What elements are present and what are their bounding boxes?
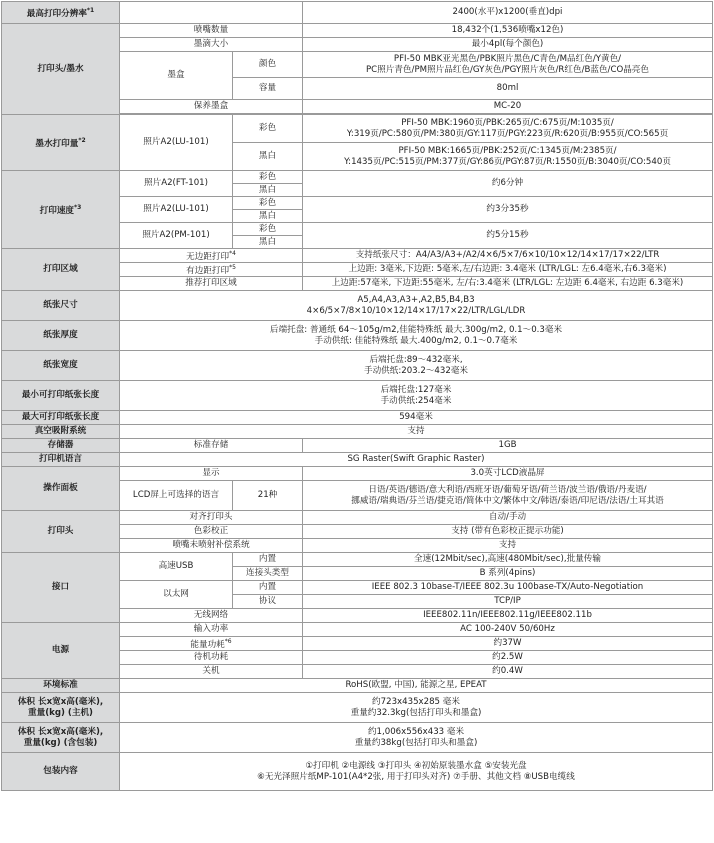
environment-value: RoHS(欧盟, 中国), 能源之星, EPEAT [120, 679, 713, 693]
table-row [2, 351, 713, 381]
table-row [2, 171, 713, 184]
align-value: 自动/手动 [303, 511, 713, 525]
align-label: 对齐打印头 [120, 511, 303, 525]
table-row [2, 553, 713, 567]
usb-connector-label: 连接头类型 [233, 567, 303, 581]
paper-thickness-value: 后端托盘: 普通纸 64～105g/m2,佳能特殊纸 最大.300g/m2, 0.1～0.3毫米 手动供纸: 佳能特殊纸 最大.400g/m2, 0.1～0.7毫米 [120, 321, 713, 351]
row-label-speed: 打印速度$^{*3}$ [2, 171, 120, 249]
yield-paper: 照片A2(LU-101) [120, 115, 233, 171]
row-label-body-size: 体积 长x宽x高(毫米), 重量(kg) (主机) [2, 693, 120, 723]
off-value: 约0.4W [303, 665, 713, 679]
yield-color-label: 彩色 [233, 115, 303, 143]
off-label: 关机 [120, 665, 303, 679]
row-label-interface: 接口 [2, 553, 120, 623]
contents-value: ①打印机 ②电源线 ③打印头 ④初始原装墨水盒 ⑤安装光盘 ⑥无光泽照片纸MP-101(A4*2张, 用于打印头对齐) ⑦手册、其他文档 ⑧USB电缆线 [120, 753, 713, 791]
table-row [2, 723, 713, 753]
usb-builtin-label: 内置 [233, 553, 303, 567]
table-row [2, 439, 713, 453]
body-size-value: 约723x435x285 毫米 重量约32.3kg(包括打印头和墨盒) [120, 693, 713, 723]
nozzle-label: 喷嘴数量 [120, 24, 303, 38]
consumption-label: 能量功耗$^{*6}$ [120, 637, 303, 651]
table-row [2, 467, 713, 481]
spec-table [1, 1, 713, 791]
speed-color-label: 彩色 [233, 171, 303, 184]
row-label-yield: 墨水打印量$^{*2}$ [2, 115, 120, 171]
table-row [2, 2, 713, 24]
eth-label: 以太网 [120, 581, 233, 609]
table-row [2, 411, 713, 425]
drop-label: 墨滴大小 [120, 38, 303, 52]
standby-label: 待机功耗 [120, 651, 303, 665]
speed-value: 约6分钟 [303, 171, 713, 197]
row-label-paper-thickness: 纸张厚度 [2, 321, 120, 351]
row-label-package-size: 体积 长x宽x高(毫米), 重量(kg) (含包装) [2, 723, 120, 753]
speed-color-label: 彩色 [233, 197, 303, 210]
comp-value: 支持 [303, 539, 713, 553]
table-row [2, 291, 713, 321]
yield-mono-value: PFI-50 MBK:1665页/PBK:252页/C:1345页/M:2385页/ Y:1435页/PC:515页/PM:377页/GY:86页/PGY:87页/R:1550页/B:3040页/CO:540页 [303, 143, 713, 171]
paper-size-value: A5,A4,A3,A3+,A2,B5,B4,B3 4×6/5×7/8×10/10×12/14×17/17×22/LTR/LGL/LDR [120, 291, 713, 321]
eth-protocol-value: TCP/IP [303, 595, 713, 609]
row-label-paper-width: 纸张宽度 [2, 351, 120, 381]
paper-width-value: 后端托盘:89～432毫米, 手动供纸:203.2～432毫米 [120, 351, 713, 381]
speed-mono-label: 黑白 [233, 236, 303, 249]
row-label-area: 打印区域 [2, 249, 120, 291]
consumption-value: 约37W [303, 637, 713, 651]
wifi-value: IEEE802.11n/IEEE802.11g/IEEE802.11b [303, 609, 713, 623]
standby-value: 约2.5W [303, 651, 713, 665]
memory-value: 1GB [303, 439, 713, 453]
ink-capacity-value: 80ml [303, 78, 713, 100]
table-row [2, 321, 713, 351]
package-size-value: 约1,006x556x433 毫米 重量约38kg(包括打印头和墨盒) [120, 723, 713, 753]
row-label-printhead: 打印头 [2, 511, 120, 553]
panel-lang-value: 日语/英语/德语/意大利语/西班牙语/葡萄牙语/荷兰语/波兰语/俄语/丹麦语/ 挪威语/瑞典语/芬兰语/捷克语/简体中文/繁体中文/韩语/泰语/印尼语/法语/土耳其语 [303, 481, 713, 511]
min-length-value: 后端托盘:127毫米 手动供纸:254毫米 [120, 381, 713, 411]
drop-value: 最小4pl(每个颜色) [303, 38, 713, 52]
bordered-value: 上边距: 3毫米,下边距: 5毫米,左/右边距: 3.4毫米 (LTR/LGL: 左6.4毫米,右6.3毫米) [303, 263, 713, 277]
row-label-power: 电源 [2, 623, 120, 679]
speed-color-label: 彩色 [233, 223, 303, 236]
eth-builtin-label: 内置 [233, 581, 303, 595]
table-row [2, 249, 713, 263]
row-label-resolution: 最高打印分辨率$^{*1}$ [2, 2, 120, 24]
input-value: AC 100-240V 50/60Hz [303, 623, 713, 637]
row-label-environment: 环境标准 [2, 679, 120, 693]
table-row [2, 511, 713, 525]
eth-builtin-value: IEEE 802.3 10base-T/IEEE 802.3u 100base-TX/Auto-Negotiation [303, 581, 713, 595]
row-label-paper-size: 纸张尺寸 [2, 291, 120, 321]
recommended-value: 上边距:57毫米, 下边距:55毫米, 左/右:3.4毫米 (LTR/LGL: 左边距 6.4毫米, 右边距 6.3毫米) [303, 277, 713, 291]
nozzle-value: 18,432个(1,536喷嘴x12色) [303, 24, 713, 38]
cal-label: 色彩校正 [120, 525, 303, 539]
maint-value: MC-20 [303, 100, 713, 114]
comp-label: 喷嘴未喷射补偿系统 [120, 539, 303, 553]
table-row [2, 425, 713, 439]
speed-value: 约3分35秒 [303, 197, 713, 223]
borderless-label: 无边距打印$^{*4}$ [120, 249, 303, 263]
recommended-label: 推荐打印区域 [120, 277, 303, 291]
table-row [2, 453, 713, 467]
usb-label: 高速USB [120, 553, 233, 581]
input-label: 输入功率 [120, 623, 303, 637]
table-row [2, 115, 713, 143]
panel-lang-count: 21种 [233, 481, 303, 511]
vacuum-value: 支持 [120, 425, 713, 439]
panel-lang-label: LCD屏上可选择的语言 [120, 481, 233, 511]
resolution-value: 2400(水平)x1200(垂直)dpi [303, 2, 713, 24]
speed-paper: 照片A2(PM-101) [120, 223, 233, 249]
row-label-panel: 操作面板 [2, 467, 120, 511]
memory-sub: 标准存储 [120, 439, 303, 453]
ink-capacity-label: 容量 [233, 78, 303, 100]
row-label-min-length: 最小可打印纸张长度 [2, 381, 120, 411]
usb-connector-value: B 系列(4pins) [303, 567, 713, 581]
speed-paper: 照片A2(FT-101) [120, 171, 233, 197]
usb-builtin-value: 全速(12Mbit/sec),高速(480Mbit/sec),批量传输 [303, 553, 713, 567]
panel-display-value: 3.0英寸LCD液晶屏 [303, 467, 713, 481]
row-label-language: 打印机语言 [2, 453, 120, 467]
eth-protocol-label: 协议 [233, 595, 303, 609]
ink-color-label: 颜色 [233, 52, 303, 78]
max-length-value: 594毫米 [120, 411, 713, 425]
table-row [2, 623, 713, 637]
ink-color-value: PFI-50 MBK亚光黑色/PBK照片黑色/C青色/M品红色/Y黄色/ PC照片青色/PM照片品红色/GY灰色/PGY照片灰色/R红色/B蓝色/CO晶亮色 [303, 52, 713, 78]
ink-label: 墨盒 [120, 52, 233, 100]
borderless-value: 支持纸张尺寸：A4/A3/A3+/A2/4×6/5×7/6×10/10×12/14×17/17×22/LTR [303, 249, 713, 263]
yield-color-value: PFI-50 MBK:1960页/PBK:265页/C:675页/M:1035页/ Y:319页/PC:580页/PM:380页/GY:117页/PGY:223页/R:620页/B:955页/CO:565页 [303, 115, 713, 143]
table-row [2, 381, 713, 411]
row-label-max-length: 最大可打印纸张长度 [2, 411, 120, 425]
maint-label: 保养墨盒 [120, 100, 303, 114]
speed-value: 约5分15秒 [303, 223, 713, 249]
row-label-vacuum: 真空吸附系统 [2, 425, 120, 439]
bordered-label: 有边距打印$^{*5}$ [120, 263, 303, 277]
table-row [2, 679, 713, 693]
yield-mono-label: 黑白 [233, 143, 303, 171]
table-row [2, 693, 713, 723]
speed-paper: 照片A2(LU-101) [120, 197, 233, 223]
table-row [2, 24, 713, 38]
speed-mono-label: 黑白 [233, 210, 303, 223]
wifi-label: 无线网络 [120, 609, 303, 623]
row-label-head: 打印头/墨水 [2, 24, 120, 115]
cal-value: 支持 (带有色彩校正提示功能) [303, 525, 713, 539]
row-label-memory: 存储器 [2, 439, 120, 453]
row-label-contents: 包装内容 [2, 753, 120, 791]
language-value: SG Raster(Swift Graphic Raster) [120, 453, 713, 467]
table-row [2, 753, 713, 791]
speed-mono-label: 黑白 [233, 184, 303, 197]
panel-display-label: 显示 [120, 467, 303, 481]
